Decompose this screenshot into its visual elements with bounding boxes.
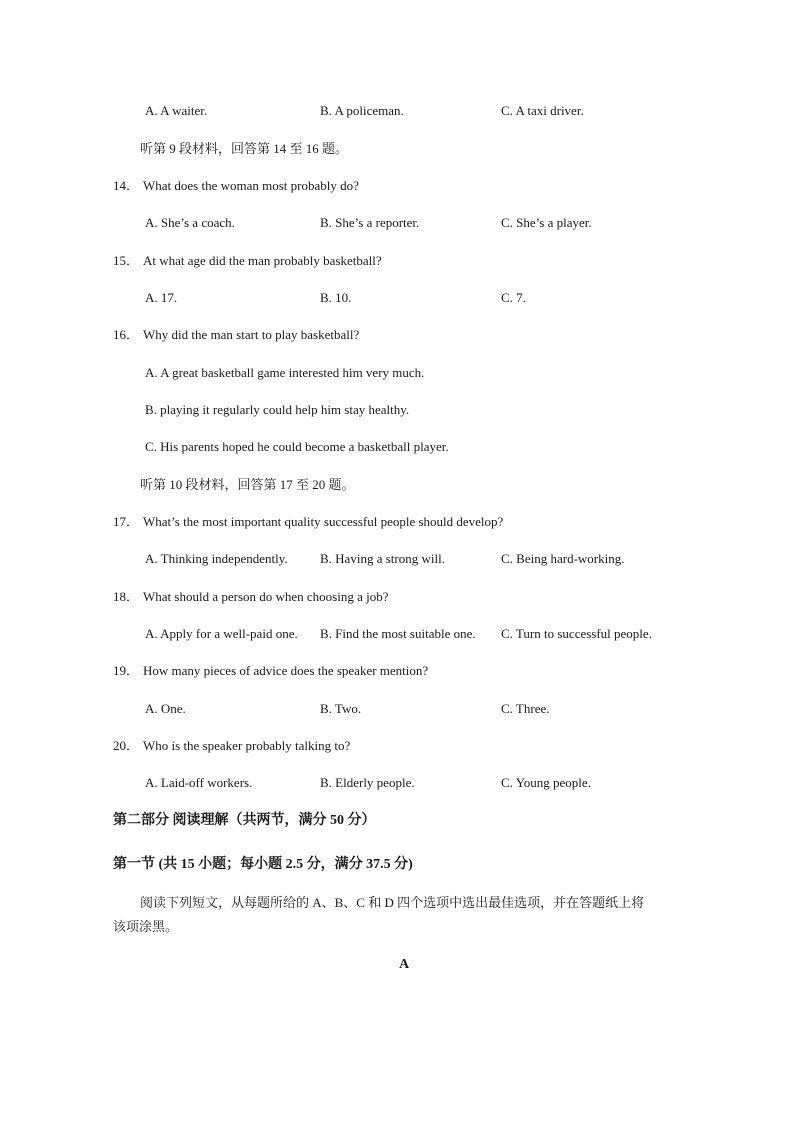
q18-option-a: A. Apply for a well-paid one. — [145, 626, 298, 641]
q13-option-c: C. A taxi driver. — [501, 103, 584, 118]
question-16 — [113, 327, 359, 343]
instructions-line-2: 该项涂黑。 — [113, 919, 179, 934]
passage-label: A — [399, 957, 410, 972]
question-20 — [113, 738, 350, 754]
q19-option-a: A. One. — [145, 701, 186, 716]
question-number: 16． — [113, 327, 140, 342]
q18-option-c: C. Turn to successful people. — [501, 626, 652, 641]
q17-option-a: A. Thinking independently. — [145, 551, 288, 566]
question-15 — [113, 253, 382, 269]
question-text: How many pieces of advice does the speaker mention? — [143, 663, 429, 678]
q19-option-c: C. Three. — [501, 701, 550, 716]
question-17 — [113, 514, 503, 530]
q15-option-b: B. 10. — [320, 290, 352, 305]
question-number: 15． — [113, 253, 140, 268]
q15-option-a: A. 17. — [145, 290, 178, 305]
question-number: 18． — [113, 589, 140, 604]
q14-option-a: A. She’s a coach. — [145, 215, 235, 230]
instructions-line-1: 阅读下列短文，从每题所给的 A、B、C 和 D 四个选项中选出最佳选项，并在答题纸上将 — [140, 895, 645, 910]
q19-option-b: B. Two. — [320, 701, 362, 716]
question-number: 20． — [113, 738, 140, 753]
question-text: What should a person do when choosing a job? — [143, 589, 389, 604]
q20-option-b: B. Elderly people. — [320, 775, 415, 790]
section-1-heading: 第一节 (共 15 小题；每小题 2.5 分，满分 37.5 分) — [113, 857, 413, 872]
question-text: What does the woman most probably do? — [143, 178, 359, 193]
question-number: 14． — [113, 178, 140, 193]
section-9-instruction: 听第 9 段材料，回答第 14 至 16 题。 — [140, 141, 349, 156]
q13-option-a: A. A waiter. — [145, 103, 208, 118]
q16-option-c: C. His parents hoped he could become a basketball player. — [145, 439, 449, 454]
q14-option-b: B. She’s a reporter. — [320, 215, 420, 230]
question-text: At what age did the man probably basketball? — [143, 253, 382, 268]
q16-option-b: B. playing it regularly could help him stay healthy. — [145, 402, 410, 417]
q13-option-b: B. A policeman. — [320, 103, 404, 118]
part-2-heading: 第二部分 阅读理解（共两节，满分 50 分） — [113, 813, 376, 828]
q16-option-a: A. A great basketball game interested him very much. — [145, 365, 425, 380]
question-19 — [113, 663, 428, 679]
q17-option-b: B. Having a strong will. — [320, 551, 445, 566]
q14-option-c: C. She’s a player. — [501, 215, 592, 230]
question-14 — [113, 178, 359, 194]
question-number: 17． — [113, 514, 140, 529]
question-text: What’s the most important quality successful people should develop? — [143, 514, 504, 529]
question-text: Why did the man start to play basketball? — [143, 327, 360, 342]
q17-option-c: C. Being hard-working. — [501, 551, 625, 566]
q20-option-c: C. Young people. — [501, 775, 591, 790]
question-text: Who is the speaker probably talking to? — [143, 738, 351, 753]
q18-option-b: B. Find the most suitable one. — [320, 626, 476, 641]
q20-option-a: A. Laid-off workers. — [145, 775, 253, 790]
question-18 — [113, 589, 389, 605]
q15-option-c: C. 7. — [501, 290, 526, 305]
section-10-instruction: 听第 10 段材料，回答第 17 至 20 题。 — [140, 477, 355, 492]
question-number: 19． — [113, 663, 140, 678]
